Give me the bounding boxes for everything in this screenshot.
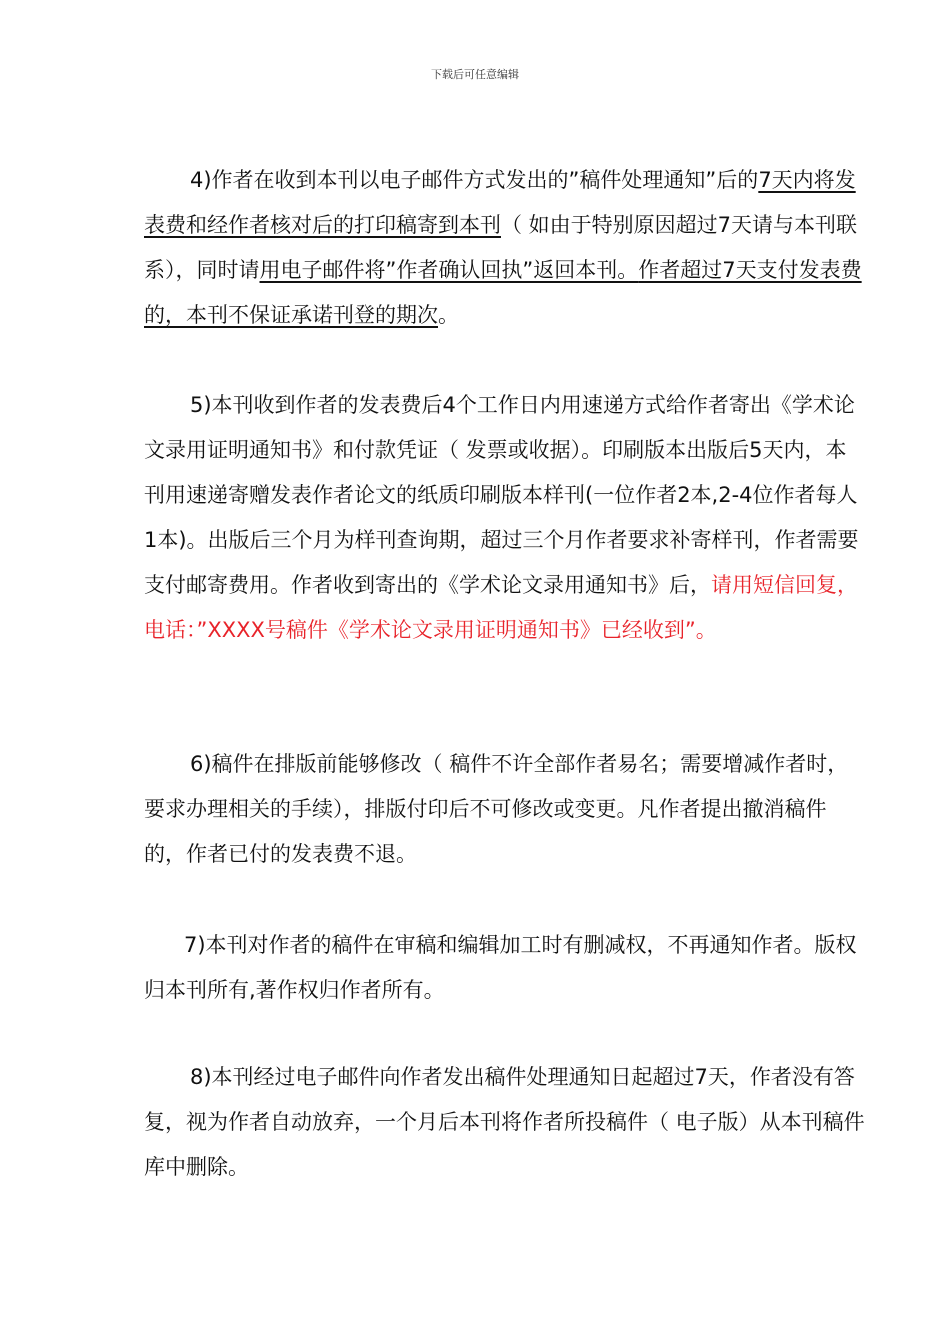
p4-text-f: 。 [438, 303, 459, 327]
p4-text-c: （ 如由于特别原因超过7天请与本刊联系），同时请 [144, 213, 858, 282]
paragraph-4 [144, 158, 866, 338]
paragraph-6 [144, 742, 866, 877]
p8-text: 8)本刊经过电子邮件向作者发出稿件处理通知日起超过7天，作者没有答复，视为作者自动放弃，一个月后本刊将作者所投稿件（ 电子版）从本刊稿件库中删除。 [144, 1065, 865, 1179]
paragraph-7 [144, 923, 866, 1013]
p6-text: 6)稿件在排版前能够修改（ 稿件不许全部作者易名；需要增减作者时，要求办理相关的手续），排版付印后不可修改或变更。凡作者提出撤消稿件的，作者已付的发表费不退。 [144, 752, 849, 866]
p5-red-text: 请用短信回复，电话：”XXXX号稿件《学术论文录用证明通知书》已经收到”。 [144, 573, 858, 642]
p4-underline-2: 用电子邮件将”作者确认回执”返回本刊。 [259, 258, 639, 282]
page-header: 下载后可任意编辑 [431, 68, 519, 81]
paragraph-5 [144, 383, 866, 653]
p4-underline-3: 作者超过7天支付发表费的，本刊不保证承诺刊登的期次 [144, 258, 862, 327]
paragraph-8 [144, 1055, 866, 1190]
p4-underline-1: 7天内将发表费和经作者核对后的打印稿寄到本刊 [144, 168, 856, 237]
p4-text-a: 4)作者在收到本刊以电子邮件方式发出的”稿件处理通知”后的 [190, 168, 759, 192]
p5-text: 5)本刊收到作者的发表费后4个工作日内用速递方式给作者寄出《学术论文录用证明通知书》和付款凭证（ 发票或收据）。印刷版本出版后5天内，本刊用速递寄赠发表作者论文的纸质印刷版本样刊(一位作者2本,2-4位作者每人1本)。出版后三个月为样刊查询期，超过三个月作者要求补寄样刊，作者需要支付邮寄费用。作者收到寄出的《学术论文录用通知书》后， [144, 393, 859, 597]
p7-text: 7)本刊对作者的稿件在审稿和编辑加工时有删减权，不再通知作者。版权归本刊所有,著作权归作者所有。 [144, 933, 857, 1002]
